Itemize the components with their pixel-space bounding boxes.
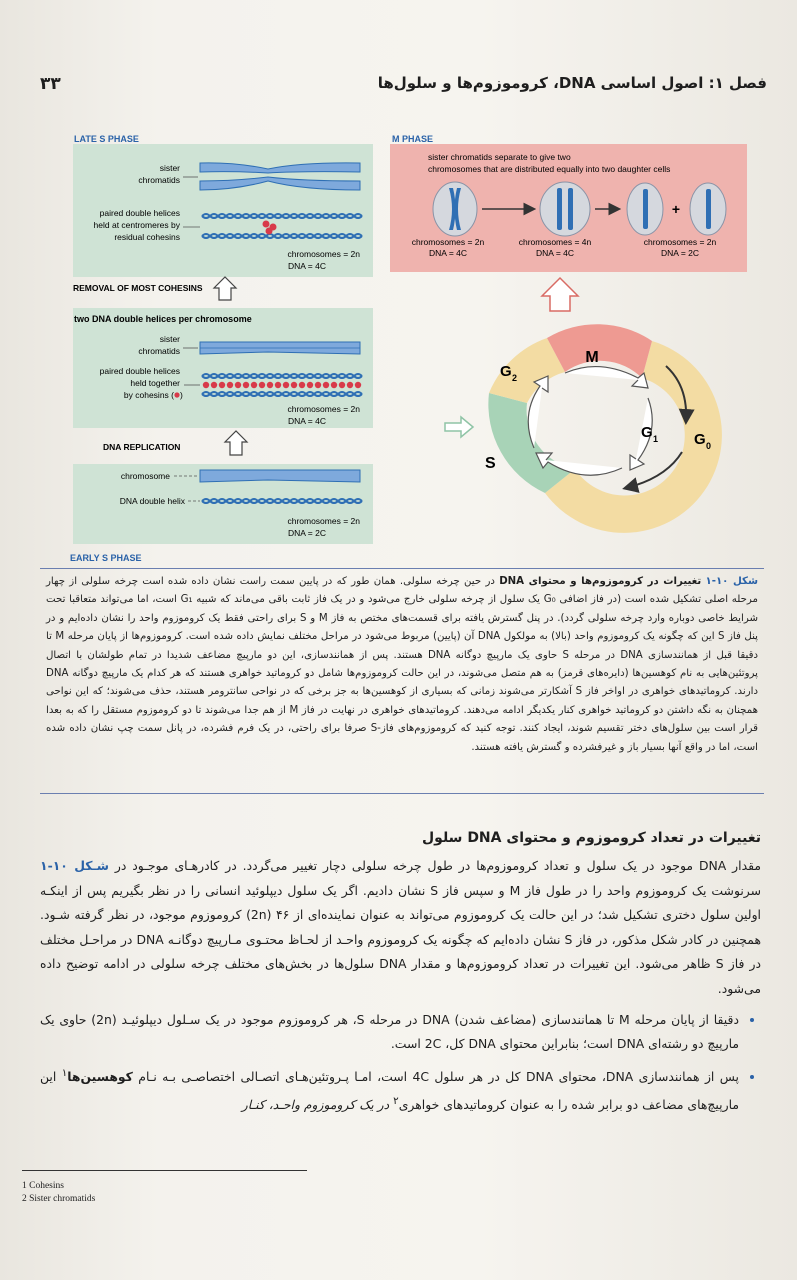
m-phase-label: M PHASE — [392, 134, 434, 144]
cohesin-dot — [291, 382, 297, 388]
centromere-cohesin-1 — [263, 221, 270, 228]
bullet-item-1: • دقیقا از پایان مرحله M تا همانندسازی (مضاعف شدن) DNA در مرحله S، هر کروموزوم موجود در یک سـلول دیپلوئیـد (2n) حاوی یک مارپیچ دو رشته‌ای DNA است؛ بنابراین محتوای DNA کل، 2C است. — [40, 1008, 739, 1057]
cohesin-dot — [275, 382, 281, 388]
m1-chr: chromosomes = 2n — [411, 237, 485, 247]
replication-arrow — [225, 431, 247, 455]
figure-reference-link[interactable]: شـکل ۱۰-۱ — [40, 858, 109, 873]
replication-label: DNA REPLICATION — [103, 442, 181, 452]
footnote-mark-2[interactable]: ۲ — [393, 1095, 399, 1108]
cohesin-dot — [243, 382, 249, 388]
sister-label-1: sister — [159, 163, 180, 173]
mid-count-dna: DNA = 4C — [287, 416, 326, 426]
cohesin-dot — [347, 382, 353, 388]
cohesin-dot — [323, 382, 329, 388]
sister-label-2: chromatids — [138, 175, 180, 185]
m-desc-2: chromosomes that are distributed equally into two daughter cells — [428, 164, 671, 174]
para-part-a: مقدار DNA موجود در یک سلول و تعداد کروموزوم‌ها در طول چرخه سلولی دچار تغییر می‌گردد. در کادرهـای موجـود در — [108, 858, 762, 873]
late-s-phase-label: LATE S PHASE — [74, 134, 139, 144]
cycle-s-label: S — [485, 455, 496, 472]
cohesin-dot — [211, 382, 217, 388]
m-plus: + — [671, 201, 681, 217]
section-paragraph — [40, 854, 761, 1002]
early-s-phase-label: EARLY S PHASE — [70, 553, 142, 563]
bullet2-part-c: در یک کروموزوم واحـد، کنـار — [241, 1097, 394, 1113]
cohesin-dot — [339, 382, 345, 388]
footnote-1: 1 Cohesins — [22, 1181, 64, 1191]
m3-chr: chromosomes = 2n — [643, 237, 717, 247]
cycle-g0-label: G — [694, 431, 706, 448]
cohesin-dot — [219, 382, 225, 388]
paired-centro-2: held at centromeres by — [93, 220, 180, 230]
chapter-title: فصل ۱: اصول اساسی DNA، کروموزوم‌ها و سلول‌ها — [377, 74, 767, 92]
cycle-g2-sub: 2 — [512, 373, 518, 383]
para-part-b: سرنوشت یک کروموزوم واحد را در طول فاز M و سپس فاز S نشان دادیم. اگر یک سلول دیپلوئید انسانی را در نظر بگیریم پس از اینکـه اولین سلول دختری تشکیل شد؛ در این حالت یک کروموزوم می‌تواند به عنوان نماینده‌ای از ۴۶ (2n) کروموزوم موجود، در نظر گرفته شـود. همچنین در کادر شکل مذکور، در فاز S نشان داده‌ایم که چگونه یک کروموزوم واحـد از لحـاظ محتـوی مـارپیچ دوگانـه DNA در مراحـل مختلف در فاز S ظاهر می‌شود. این تغییرات در تعداد کروموزوم‌ها و مقدار DNA سلول‌ها در بخش‌های مختلف چرخه سلولی در ادامه توضیح داده می‌شود. — [40, 882, 762, 996]
early-chromosome — [200, 470, 360, 482]
m-desc-1: sister chromatids separate to give two — [428, 152, 571, 162]
bullet2-part-b: این مارپیچ‌های مضاعف دو برابر شده را به عنوان کروماتیدهای خواهری — [40, 1068, 739, 1113]
cohesin-dot — [267, 382, 273, 388]
bullet-list — [40, 1008, 761, 1119]
two-helices-title: two DNA double helices per chromosome — [74, 314, 252, 324]
removal-label: REMOVAL OF MOST COHESINS — [73, 283, 203, 293]
cohesin-dot — [235, 382, 241, 388]
bullet2-term: کوهسین‌ها — [67, 1068, 133, 1084]
section-chromosome-dna — [40, 830, 761, 1122]
sister2-label-1: sister — [159, 334, 180, 344]
dna-helix-label: DNA double helix — [119, 496, 185, 506]
bullet-item-2 — [40, 1061, 739, 1118]
paired-centro-3: residual cohesins — [114, 232, 180, 242]
figure-caption — [40, 568, 764, 794]
caption-text: در حین چرخه سلولی. همان طور که در پایین سمت راست نشان داده شده است چرخه سلولی از چهار مرحله اصلی تشکیل شده است (در فاز اضافی G₀ یک سلول از چرخه سلولی خارج می‌شود و در یک فاز ثابت باقی می‌ماند که شبیه G₁ است، اما می‌تواند متعاقبا تحت شرایط خاصی دوباره وارد چرخه سلولی گردد). در پنل گسترش یافته برای قسمت‌های مختص به فاز M و S برای راحتی فقط یک کروموزوم واحد را نشان داده‌ایم و در پنل فاز S این که چگونه یک کروموزوم واحد (بالا) به مولکول DNA آن (پایین) مربوط می‌شود در مراحل مختلف نمایش داده شده است. کروموزوم‌ها از پایان مرحله M تا دقیقا قبل از همانندسازی DNA در مرحله S حاوی یک مارپیچ دوگانه DNA هستند. پس از همانندسازی، این دو مارپیچ مضاعف شدیدا در تمام طولشان با اتصال پروتئین‌هایی به نام کوهسین‌ها (دایره‌های قرمز) به هم متصل می‌شوند، در این حالت کروموزوم‌ها شامل دو کروماتید خواهری هستند که هر کدام یک مارپیچ دوگانه DNA دارند. کروماتیدهای خواهری در اواخر فاز S آشکارتر می‌شوند زمانی که بسیاری از کوهسین‌ها به جز برخی که در نواحی سانترومر هستند، حذف می‌شوند؛ که این نواحی همچنان به نگه داشتن دو کروماتید خواهری کنار یکدیگر ادامه می‌دهند. کروماتیدهای خواهری در نهایت در فاز M از هم جدا می‌شوند تا دو کروموزوم مستقل را که به بعدا قرار است بین سلول‌های دختر تقسیم شوند، ایجاد کنند. توجه کنید که کروموزوم‌های فاز-S صرفا برای راحتی، در یک فرم فشرده، در پانل سمت چپ نشان داده شده است، اما در واقع آنها بسیار باز و غیرفشرده و گسترش یافته هستند. — [46, 576, 759, 753]
caption-title: تغییرات در کروموزوم‌ها و محتوای DNA — [499, 576, 702, 587]
cycle-g1-label: G — [641, 424, 653, 441]
page-number: ۳۳ — [40, 74, 61, 94]
exit-arrow-left — [445, 417, 473, 437]
cohesin-dot — [331, 382, 337, 388]
m-cell-2 — [540, 182, 590, 236]
cohesin-dot — [251, 382, 257, 388]
figure-1-10 — [40, 130, 767, 567]
m1-dna: DNA = 4C — [428, 248, 468, 258]
figure-canvas — [40, 130, 767, 567]
page-header — [30, 74, 767, 100]
m3-dna: DNA = 2C — [660, 248, 700, 258]
cell-cycle-diagram — [445, 278, 722, 533]
early-count-dna: DNA = 2C — [287, 528, 326, 538]
mid-count-chr: chromosomes = 2n — [287, 404, 360, 414]
cycle-g2-label: G — [500, 363, 512, 380]
cohesin-dot — [259, 382, 265, 388]
cohesin-dot — [283, 382, 289, 388]
section-heading: تغییرات در تعداد کروموزوم و محتوای DNA سلول — [422, 830, 761, 846]
caption-number: شکل ۱۰-۱ — [705, 576, 759, 587]
chromosome-label: chromosome — [120, 471, 170, 481]
m-chromatid-2b — [568, 188, 573, 230]
paired-together-2: held together — [130, 378, 180, 388]
footnote-divider — [22, 1170, 307, 1171]
cohesin-dot — [315, 382, 321, 388]
exit-arrow-up — [542, 278, 578, 311]
bullet2-part-a: پس از همانندسازی DNA، محتوای DNA کل در هر سلول 4C است، امـا پـروتئین‌هـای اتصـالی اختصاصـی بـه نـام — [132, 1068, 739, 1084]
paired-together-3: by cohesins ( — [123, 390, 174, 400]
cohesin-dot — [355, 382, 361, 388]
paired-together-4: ) — [180, 390, 183, 400]
late-count-chr: chromosomes = 2n — [287, 249, 360, 259]
footnote-2: 2 Sister chromatids — [22, 1194, 96, 1204]
footnote-mark-1[interactable]: ۱ — [61, 1066, 68, 1079]
m-chromatid-2a — [557, 188, 562, 230]
paired-centro-1: paired double helices — [99, 208, 180, 218]
cohesin-dot — [203, 382, 209, 388]
centromere-cohesin-3 — [266, 228, 273, 235]
cohesin-legend-dot — [174, 392, 179, 397]
m2-dna: DNA = 4C — [535, 248, 575, 258]
caption-paragraph — [46, 573, 758, 757]
removal-arrow — [214, 277, 236, 300]
late-count-dna: DNA = 4C — [287, 261, 326, 271]
cohesin-dot — [299, 382, 305, 388]
sister2-label-2: chromatids — [138, 346, 180, 356]
cycle-m-label: M — [585, 349, 599, 366]
cycle-g1-sub: 1 — [653, 434, 659, 444]
m2-chr: chromosomes = 4n — [518, 237, 592, 247]
paired-together-1: paired double helices — [99, 366, 180, 376]
cycle-g0-sub: 0 — [706, 441, 712, 451]
cohesin-dot — [307, 382, 313, 388]
early-count-chr: chromosomes = 2n — [287, 516, 360, 526]
cohesin-dot — [227, 382, 233, 388]
